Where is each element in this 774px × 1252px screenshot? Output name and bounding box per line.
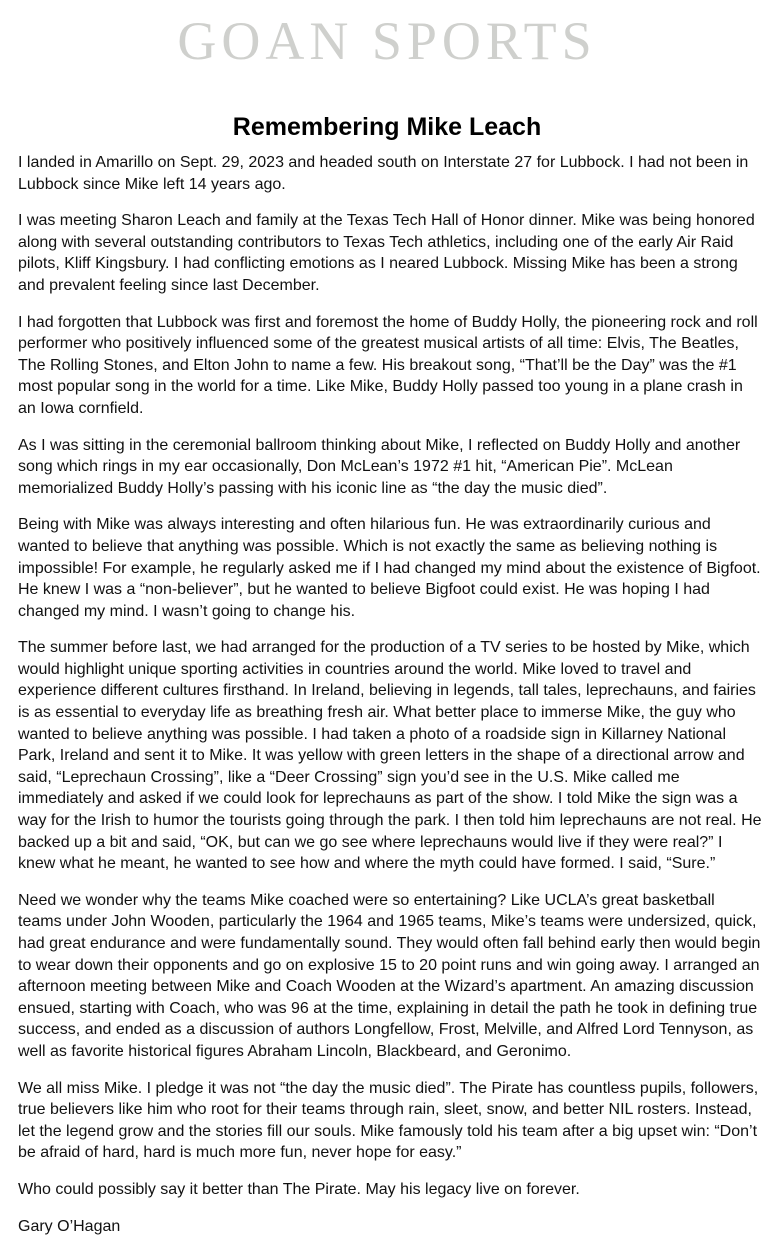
goan-sports-logo: GOAN SPORTS xyxy=(177,11,597,71)
paragraph-9: Who could possibly say it better than The Pirate. May his legacy live on forever. xyxy=(18,1180,580,1198)
paragraph-1: I landed in Amarillo on Sept. 29, 2023 and headed south on Interstate 27 for Lubbock. I had not been in Lubbock since Mike left 14 years ago. xyxy=(18,154,749,193)
paragraph-5: Being with Mike was always interesting and often hilarious fun. He was extraordinarily curious and wanted to believe that anything was possible. Which is not exactly the same as believing nothing is impossible! For example, he regularly asked me if I had changed my mind about the existence of Bigfoot. He knew I was a “non-believer”, but he wanted to believe Bigfoot could exist. He was hoping I had changed my mind. I wasn’t going to change his. xyxy=(18,516,761,620)
paragraph-3: I had forgotten that Lubbock was first and foremost the home of Buddy Holly, the pioneering rock and roll performer who positively influenced some of the greatest musical artists of all time: Elvis, The Beatles, The Rolling Stones, and Elton John to name a few. His breakout song, “That’ll be the Day” was the #1 most popular song in the world for a time. Like Mike, Buddy Holly passed too young in a plane crash in an Iowa cornfield. xyxy=(18,313,758,417)
paragraph-2: I was meeting Sharon Leach and family at the Texas Tech Hall of Honor dinner. Mike was being honored along with several outstanding contributors to Texas Tech athletics, including one of the early Air Raid pilots, Kliff Kingsbury. I had conflicting emotions as I neared Lubbock. Missing Mike has been a strong and prevalent feeling since last December. xyxy=(18,212,755,294)
paragraph-6: The summer before last, we had arranged for the production of a TV series to be hosted by Mike, which would highlight unique sporting activities in countries around the world. Mike loved to travel and experience different cultures firsthand. In Ireland, believing in legends, tall tales, leprechauns, and fairies is as essential to everyday life as breathing fresh air. What better place to immerse Mike, the guy who wanted to believe anything was possible. I had taken a photo of a roadside sign in Killarney National Park, Ireland and sent it to Mike. It was yellow with green letters in the shape of a directional arrow and said, “Leprechaun Crossing”, like a “Deer Crossing” sign you’d see in the U.S. Mike called me immediately and asked if we could look for leprechauns as part of the show. I told Mike the sign was a way for the Irish to humor the tourists going through the park. I then told him leprechauns are not real. He backed up a bit and said, “OK, but can we go see where leprechauns would live if they were real?” I knew what he meant, he wanted to see how and where the myth could have formed. I said, “Sure.” xyxy=(18,639,762,873)
paragraph-8: We all miss Mike. I pledge it was not “the day the music died”. The Pirate has countless pupils, followers, true believers like him who root for their teams through rain, sleet, snow, and better NIL rosters. Instead, let the legend grow and the stories fill our souls. Mike famously told his team after a big upset win: “Don’t be afraid of hard, hard is much more fun, never hope for easy.” xyxy=(18,1079,759,1162)
article-body xyxy=(18,152,762,1252)
article-title: Remembering Mike Leach xyxy=(232,113,542,141)
paragraph-4: As I was sitting in the ceremonial ballroom thinking about Mike, I reflected on Buddy Holly and another song which rings in my ear occasionally, Don McLean’s 1972 #1 hit, “American Pie”. McLean memorialized Buddy Holly’s passing with his iconic line as “the day the music died”. xyxy=(18,436,741,497)
author-signature: Gary O’Hagan xyxy=(18,1217,121,1235)
paragraph-7: Need we wonder why the teams Mike coached were so entertaining? Like UCLA’s great basketball teams under John Wooden, particularly the 1964 and 1965 teams, Mike’s teams were undersized, quick, had great endurance and were fundamentally sound. They would often fall behind early then would begin to wear down their opponents and go on explosive 15 to 20 point runs and win going away. I arranged an afternoon meeting between Mike and Coach Wooden at the Wizard’s apartment. An amazing discussion ensued, starting with Coach, who was 96 at the time, explaining in detail the path he took in defining true success, and ended as a discussion of authors Longfellow, Frost, Melville, and Alfred Lord Tennyson, as well as favorite historical figures Abraham Lincoln, Blackbeard, and Geronimo. xyxy=(18,891,761,1060)
